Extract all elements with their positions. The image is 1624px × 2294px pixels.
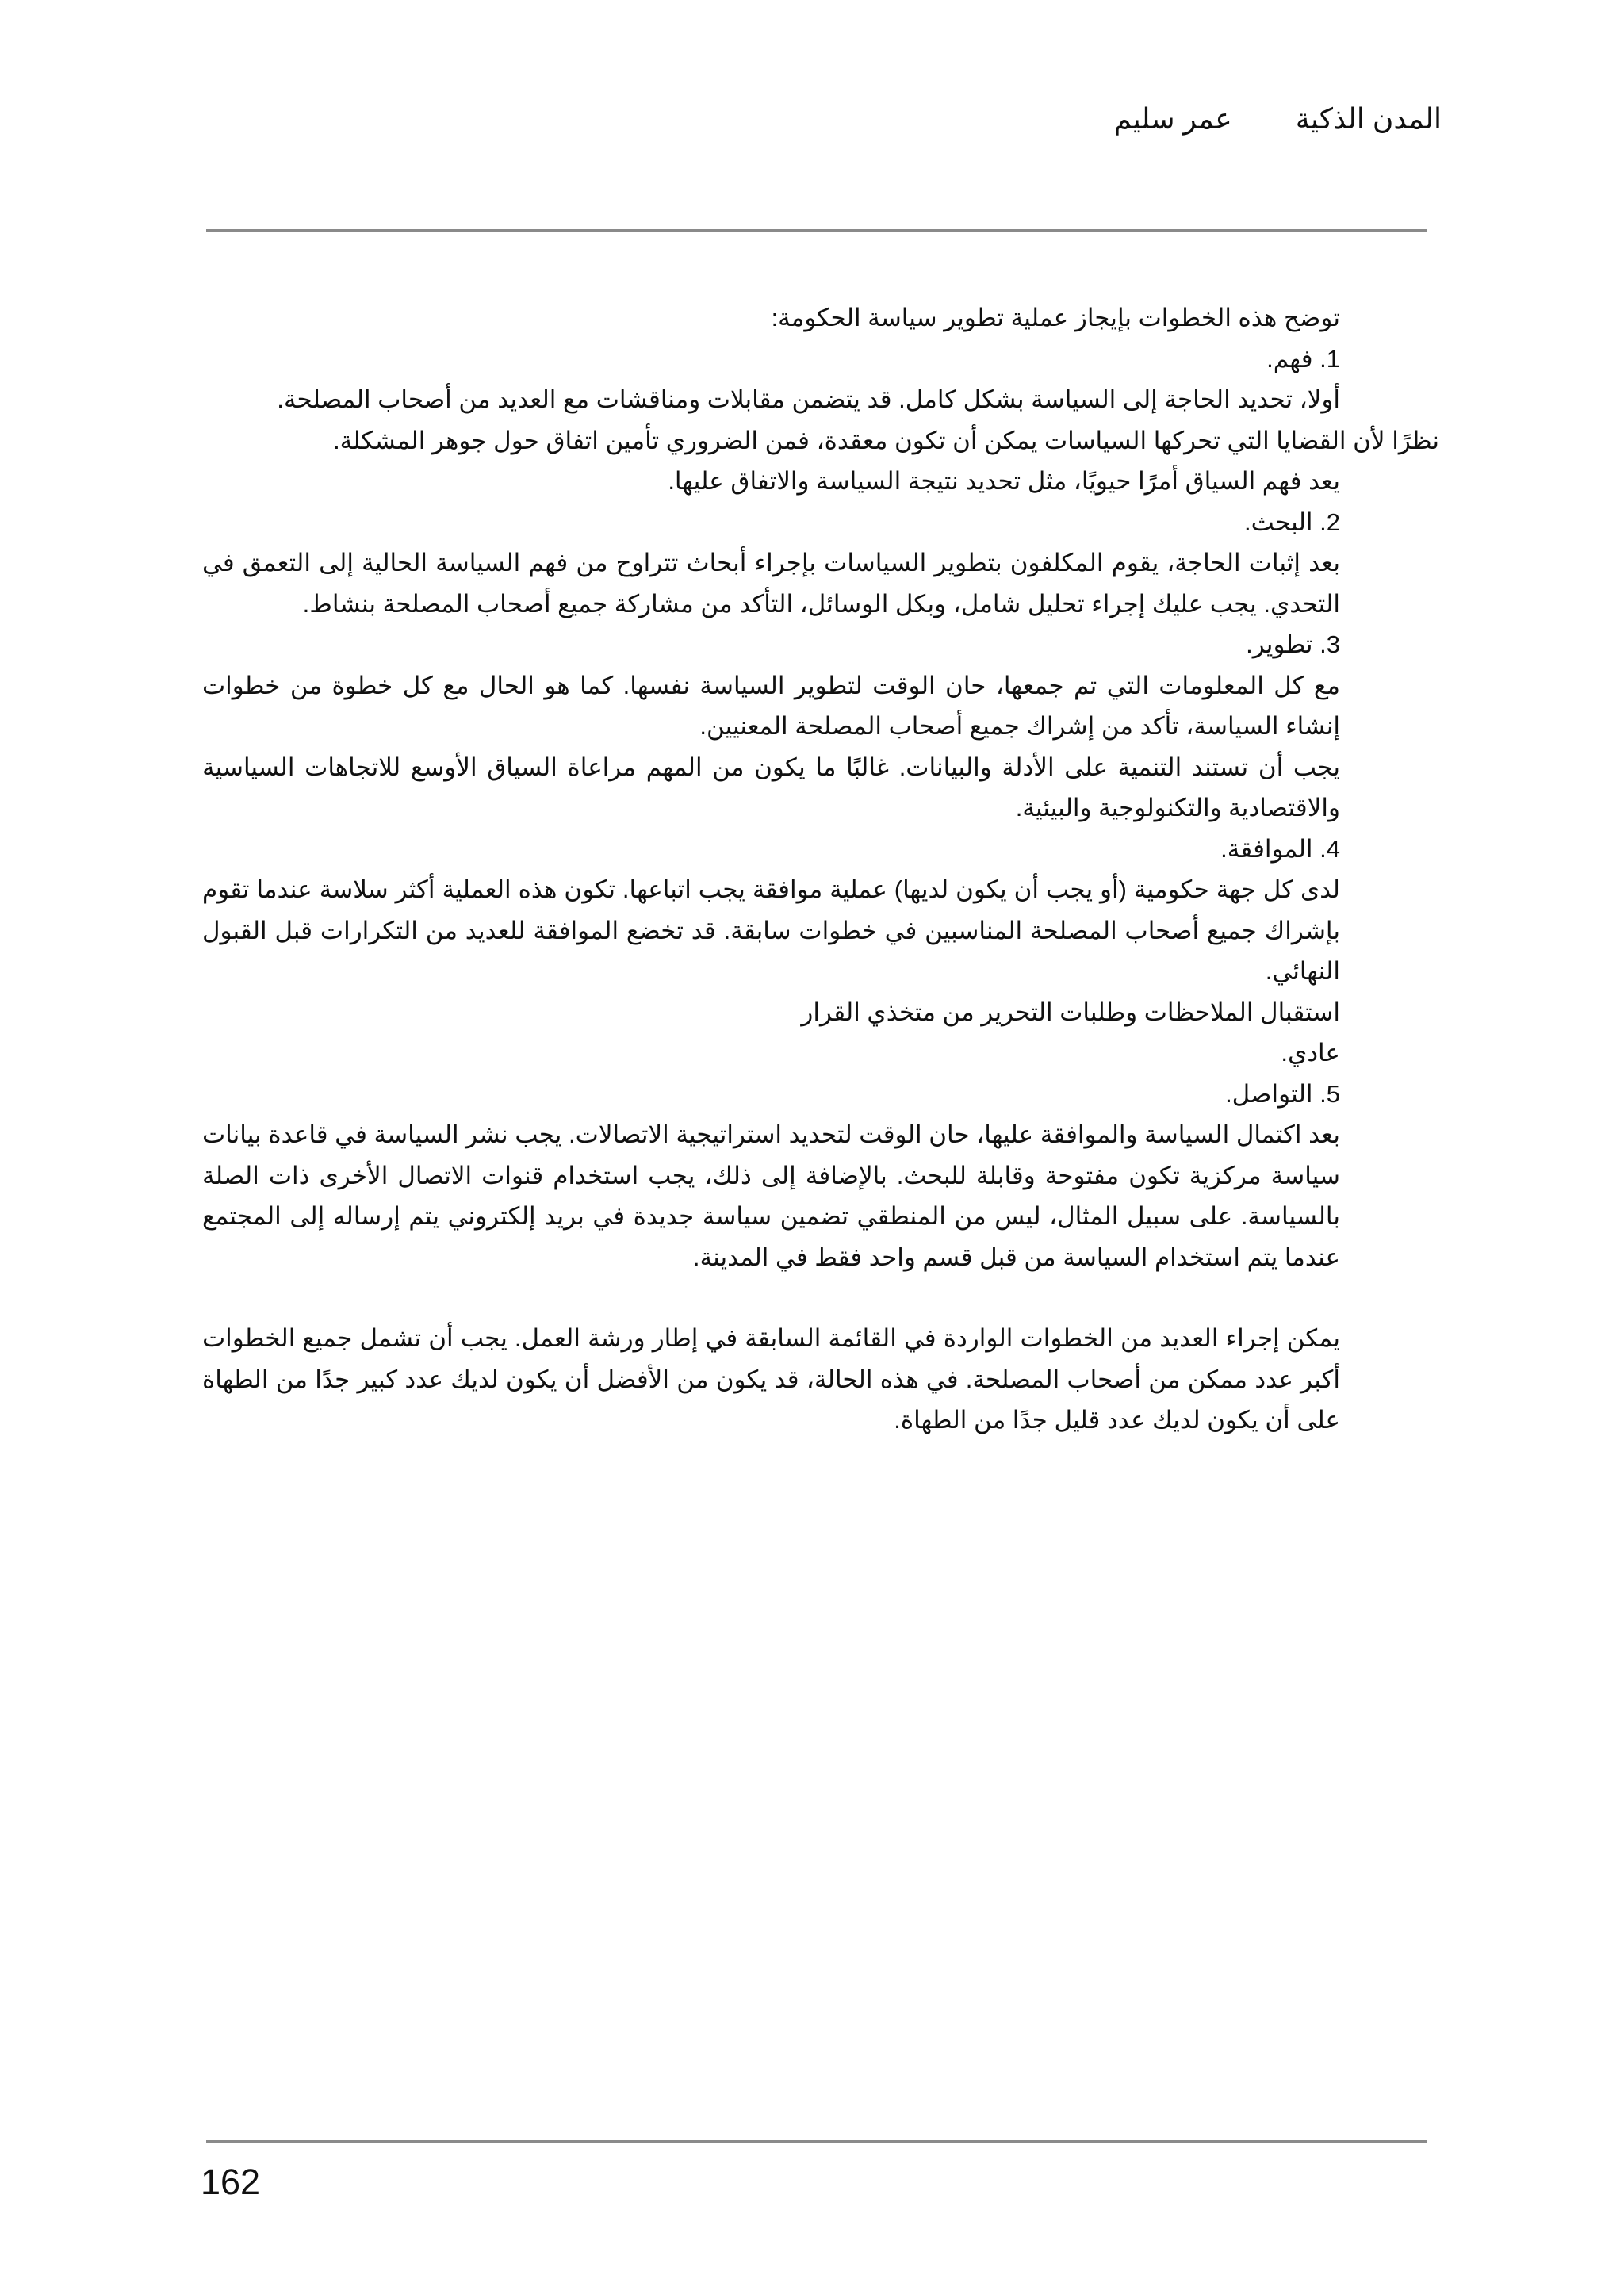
body-paragraph: استقبال الملاحظات وطلبات التحرير من متخذي القرار xyxy=(801,998,1340,1026)
body-paragraph: عادي. xyxy=(1281,1039,1340,1067)
page-body xyxy=(202,297,1439,1441)
step-heading-approval: 4. الموافقة. xyxy=(1220,834,1340,863)
intro-paragraph: توضح هذه الخطوات بإيجاز عملية تطوير سياسة الحكومة: xyxy=(771,304,1340,331)
step-heading-develop: 3. تطوير. xyxy=(1246,630,1340,658)
closing-paragraph: يمكن إجراء العديد من الخطوات الواردة في القائمة السابقة في إطار ورشة العمل. يجب أن تشمل جميع الخطوات أكبر عدد ممكن من أصحاب المصلحة. في هذه الحالة، قد يكون من الأفضل أن يكون لديك عدد كبير جدًا من الطهاة على أن يكون لديك عدد قليل جدًا من الطهاة. xyxy=(202,1324,1340,1434)
body-paragraph: يعد فهم السياق أمرًا حيويًا، مثل تحديد نتيجة السياسة والاتفاق عليها. xyxy=(668,467,1340,495)
book-title: المدن الذكية xyxy=(1295,102,1442,135)
step-heading-understand: 1. فهم. xyxy=(1266,344,1340,373)
body-paragraph: نظرًا لأن القضايا التي تحركها السياسات يمكن أن تكون معقدة، فمن الضروري تأمين اتفاق حول جوهر المشكلة. xyxy=(333,426,1439,454)
body-paragraph: أولا، تحديد الحاجة إلى السياسة بشكل كامل. قد يتضمن مقابلات ومناقشات مع العديد من أصحاب المصلحة. xyxy=(277,385,1340,413)
step-heading-communicate: 5. التواصل. xyxy=(1225,1079,1340,1108)
page-header xyxy=(1114,95,1442,143)
footer-divider xyxy=(206,2140,1427,2143)
body-paragraph: بعد اكتمال السياسة والموافقة عليها، حان الوقت لتحديد استراتيجية الاتصالات. يجب نشر السياسة في قاعدة بيانات سياسة مركزية تكون مفتوحة وقابلة للبحث. بالإضافة إلى ذلك، يجب استخدام قنوات الاتصال الأخرى ذات الصلة بالسياسة. على سبيل المثال، ليس من المنطقي تضمين سياسة جديدة في بريد إلكتروني يتم إرساله إلى المجتمع عندما يتم استخدام السياسة من قبل قسم واحد فقط في المدينة. xyxy=(202,1120,1340,1271)
body-paragraph: يجب أن تستند التنمية على الأدلة والبيانات. غالبًا ما يكون من المهم مراعاة السياق الأوسع للاتجاهات السياسية والاقتصادية والتكنولوجية والبيئية. xyxy=(202,753,1340,821)
body-paragraph: بعد إثبات الحاجة، يقوم المكلفون بتطوير السياسات بإجراء أبحاث تتراوح من فهم السياسة الحالية إلى التعمق في التحدي. يجب عليك إجراء تحليل شامل، وبكل الوسائل، التأكد من مشاركة جميع أصحاب المصلحة بنشاط. xyxy=(202,549,1340,618)
body-paragraph: لدى كل جهة حكومية (أو يجب أن يكون لديها) عملية موافقة يجب اتباعها. تكون هذه العملية أكثر سلاسة عندما تقوم بإشراك جميع أصحاب المصلحة المناسبين في خطوات سابقة. قد تخضع الموافقة للعديد من التكرارات قبل القبول النهائي. xyxy=(202,875,1340,985)
header-divider xyxy=(206,229,1427,232)
author-name: عمر سليم xyxy=(1113,102,1232,135)
body-paragraph: مع كل المعلومات التي تم جمعها، حان الوقت لتطوير السياسة نفسها. كما هو الحال مع كل خطوة من خطوات إنشاء السياسة، تأكد من إشراك جميع أصحاب المصلحة المعنيين. xyxy=(202,671,1340,740)
step-heading-research: 2. البحث. xyxy=(1244,507,1340,536)
page-number: 162 xyxy=(201,2162,261,2202)
